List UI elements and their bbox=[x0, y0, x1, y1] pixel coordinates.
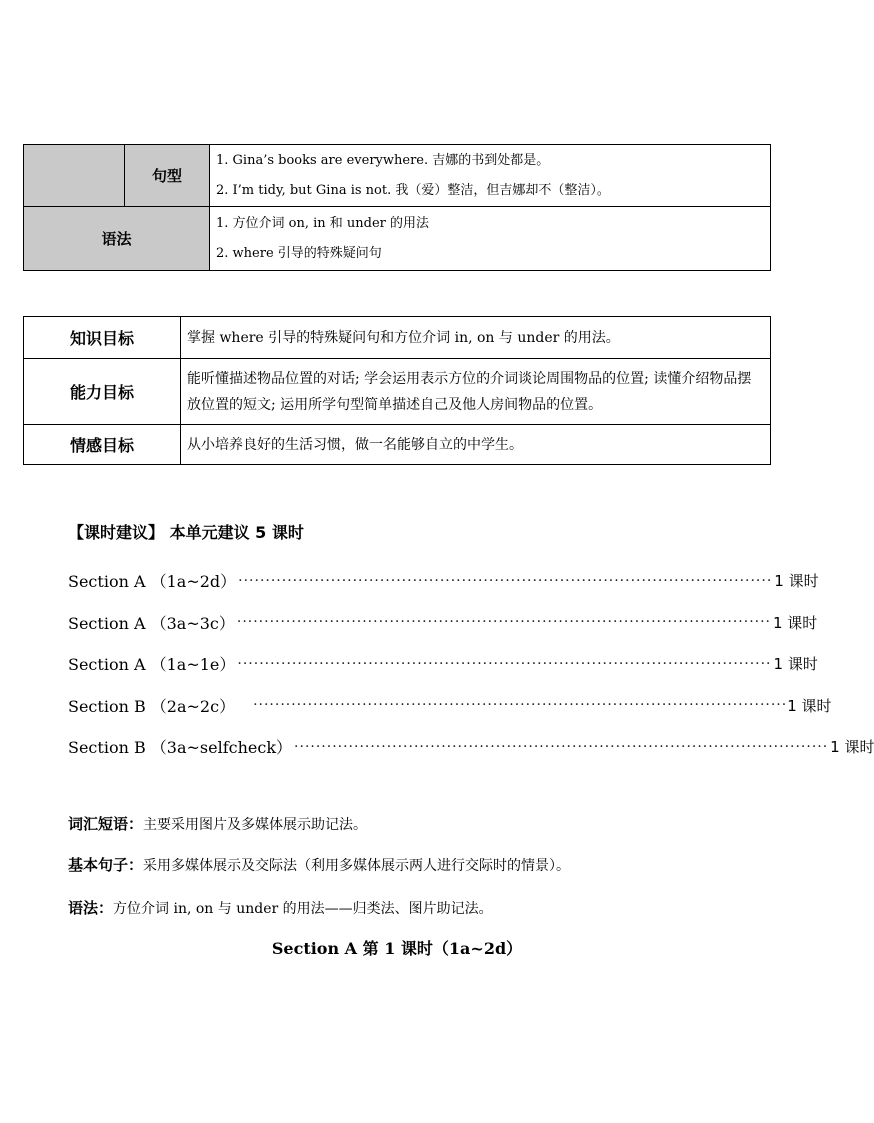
schedule-item bbox=[68, 602, 818, 644]
schedule-section: Section A （1a~2d） bbox=[68, 572, 237, 592]
schedule-hours: 1 课时 bbox=[787, 696, 832, 715]
dot-leader: ·································································································· bbox=[236, 614, 771, 631]
grammar-text: 方位介词 in, on 与 under 的用法——归类法、图片助记法。 bbox=[113, 901, 493, 917]
objective-label: 能力目标 bbox=[24, 359, 181, 425]
grammar-line: 2. where 引导的特殊疑问句 bbox=[216, 245, 382, 261]
section-title: Section A 第 1 课时（1a~2d） bbox=[271, 939, 523, 958]
schedule-section: Section A （3a~3c） bbox=[68, 613, 235, 633]
objective-text: 掌握 where 引导的特殊疑问句和方位介词 in, on 与 under 的用法。 bbox=[181, 317, 771, 359]
dot-leader: ·································································································· bbox=[238, 572, 773, 589]
schedule-item bbox=[68, 726, 874, 768]
schedule-item bbox=[68, 560, 819, 602]
sentence-label: 基本句子： bbox=[68, 856, 144, 874]
objective-label: 知识目标 bbox=[24, 317, 181, 359]
vocab-text: 主要采用图片及多媒体展示助记法。 bbox=[143, 817, 368, 833]
schedule-item bbox=[68, 643, 818, 685]
sentence-line: 1. Gina’s books are everywhere. 吉娜的书到处都是。 bbox=[216, 152, 550, 168]
schedule-hours: 1 课时 bbox=[830, 738, 874, 757]
schedule-hours: 1 课时 bbox=[774, 572, 819, 591]
schedule-list bbox=[68, 560, 874, 768]
schedule-item bbox=[68, 685, 832, 727]
schedule-hours: 1 课时 bbox=[773, 613, 818, 632]
pattern-grammar-table bbox=[23, 144, 771, 271]
sentence-method bbox=[68, 854, 570, 875]
objective-text: 能听懂描述物品位置的对话; 学会运用表示方位的介词谈论周围物品的位置; 读懂介绍物品摆放位置的短文; 运用所学句型简单描述自己及他人房间物品的位置。 bbox=[181, 359, 771, 425]
vocab-method bbox=[68, 813, 367, 834]
schedule-section: Section A （1a~1e） bbox=[68, 655, 236, 675]
schedule-heading: 【课时建议】 本单元建议 5 课时 bbox=[68, 523, 304, 542]
schedule-section: Section B （3a~selfcheck） bbox=[68, 738, 293, 758]
sentence-line: 2. I’m tidy, but Gina is not. 我（爱）整洁，但吉娜却不（整洁）。 bbox=[216, 182, 610, 198]
blank-cell bbox=[24, 145, 125, 207]
sentence-text: 采用多媒体展示及交际法（利用多媒体展示两人进行交际时的情景）。 bbox=[143, 858, 571, 874]
grammar-label: 语法： bbox=[68, 899, 114, 917]
grammar-header: 语法 bbox=[24, 207, 210, 271]
objective-text: 从小培养良好的生活习惯，做一名能够自立的中学生。 bbox=[181, 425, 771, 465]
vocab-label: 词汇短语： bbox=[68, 815, 144, 833]
schedule-section: Section B （2a~2c） bbox=[68, 696, 236, 716]
sentence-content bbox=[210, 145, 771, 207]
dot-leader: ·································································································· bbox=[237, 655, 772, 672]
grammar-line: 1. 方位介词 on, in 和 under 的用法 bbox=[216, 215, 430, 231]
objective-label: 情感目标 bbox=[24, 425, 181, 465]
schedule-hours: 1 课时 bbox=[773, 655, 818, 674]
dot-leader: ·································································································· bbox=[294, 738, 829, 755]
grammar-content bbox=[210, 207, 771, 271]
grammar-method bbox=[68, 897, 493, 918]
sentence-header: 句型 bbox=[125, 145, 210, 207]
objectives-table bbox=[23, 316, 771, 465]
dot-leader: ·································································································· bbox=[253, 697, 788, 714]
